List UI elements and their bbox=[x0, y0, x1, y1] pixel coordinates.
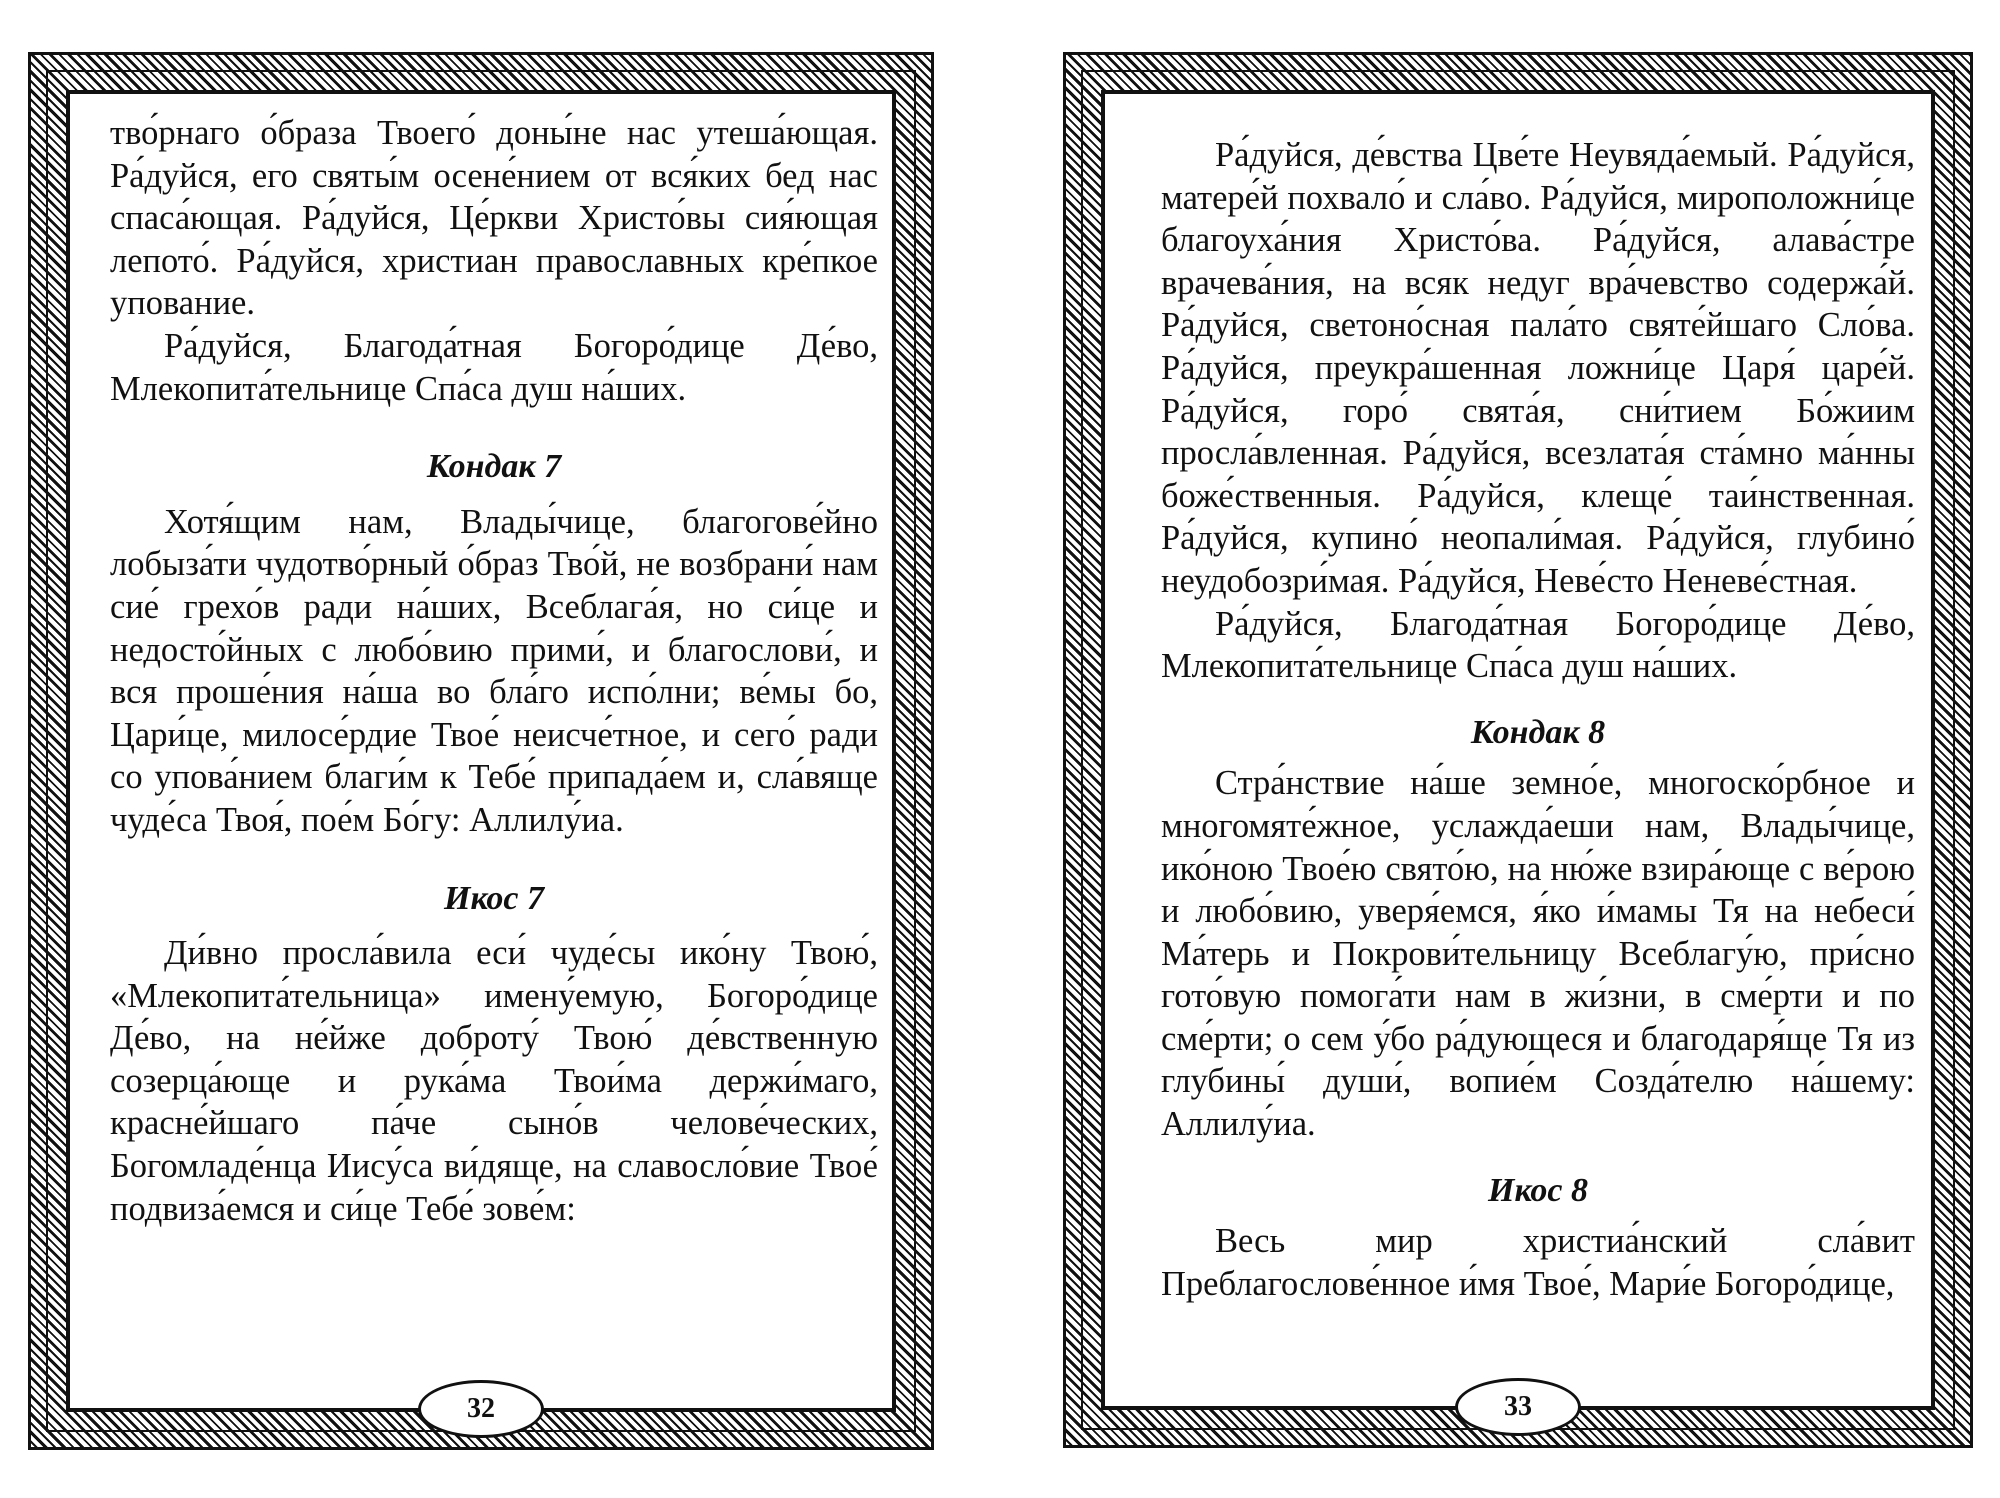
page-number: 33 bbox=[1455, 1378, 1581, 1436]
paragraph: Ра́дуйся, Благода́тная Богоро́дице Де́во, Млекопита́тельнице Спа́са душ на́ших. bbox=[1161, 604, 1915, 686]
left-page-text bbox=[110, 112, 878, 1340]
ikos-text: Весь мир христиа́нский сла́вит Преблагослове́нное и́мя Твое́, Мари́е Богоро́дице, bbox=[1161, 1222, 1915, 1303]
ikos-heading: Икос 8 bbox=[1488, 1171, 1588, 1209]
paragraph: Ра́дуйся, Благода́тная Богоро́дице Де́во, Млекопита́тельнице Спа́са душ на́ших. bbox=[110, 326, 878, 408]
page-number: 32 bbox=[418, 1380, 544, 1438]
kondak-heading: Кондак 8 bbox=[1470, 713, 1606, 751]
ikos-heading: Икос 7 bbox=[444, 879, 544, 917]
ikos-text: Ди́вно просла́вила еси́ чуде́сы ико́ну Твою́, «Млекопита́тельница» имену́емую, Богоро́дице Де́во, на не́йже доброту́ Твою́ де́вственную созерца́юще и рука́ма Твои́ма держи́маго, красне́йшаго па́че сыно́в челове́ческих, Богомладе́нца Иису́са ви́дяще, на славосло́вие Твое́ подвиза́емся и си́це Тебе́ зове́м: bbox=[110, 934, 878, 1228]
right-page-text bbox=[1161, 134, 1915, 1338]
paragraph: тво́рнаго о́браза Твоего́ доны́не нас утеша́ющая. Ра́дуйся, его святы́м осене́нием от вся́ких бед нас спаса́ющая. Ра́дуйся, Це́ркви Христо́вы сия́ющая лепото́. Ра́дуйся, христиан православных кре́пкое упование. bbox=[110, 114, 878, 323]
right-page bbox=[1063, 52, 1973, 1448]
paragraph: Ра́дуйся, де́вства Цве́те Неувяда́емый. Ра́дуйся, матере́й похвало́ и сла́во. Ра́дуйся, мироположни́це благоуха́ния Христо́ва. Ра́дуйся, алава́стре врачева́ния, на всяк недуг вра́чевство содержа́й. Ра́дуйся, светоно́сная пала́то святе́йшаго Сло́ва. Ра́дуйся, преукра́шенная ложни́це Царя́ царе́й. Ра́дуйся, горо́ свята́я, сни́тием Бо́жиим просла́вленная. Ра́дуйся, всезлата́я ста́мно ма́нны боже́ственныя. Ра́дуйся, клеще́ таи́нственная. Ра́дуйся, купино́ неопали́мая. Ра́дуйся, глубино́ неудобозри́мая. Ра́дуйся, Неве́сто Неневе́стная. bbox=[1161, 136, 1915, 600]
kondak-heading: Кондак 7 bbox=[426, 448, 562, 486]
kondak-text: Стра́нствие на́ше земно́е, многоско́рбное и многомяте́жное, услажда́еши нам, Влады́чице, ико́ною Твое́ю свято́ю, на ню́же взира́юще с ве́рою и любо́вию, уверя́емся, я́ко и́мамы Тя на небеси́ Ма́терь и Покрови́тельницу Всеблагу́ю, при́сно гото́вую помога́ти нам в жи́зни, в сме́рти и по сме́рти; о сем у́бо ра́дующеся и благодаря́ще Тя из глубины́ души́, вопие́м Созда́телю на́шему: Аллилу́иа. bbox=[1161, 764, 1915, 1144]
left-page bbox=[28, 52, 934, 1450]
kondak-text: Хотя́щим нам, Влады́чице, благогове́йно лобыза́ти чудотво́рный о́браз Тво́й, не возбрани́ нам сие́ грехо́в ради на́ших, Всеблага́я, но си́це и недосто́йных с любо́вию прими́, и благослови́, и вся проше́ния на́ша во бла́го испо́лни; ве́мы бо, Цари́це, милосе́рдие Твое́ неисче́тное, и сего́ ради со упова́нием благи́м к Тебе́ припада́ем и, сла́вяще чуде́са Твоя́, пое́м Бо́гу: Аллилу́иа. bbox=[110, 502, 878, 839]
